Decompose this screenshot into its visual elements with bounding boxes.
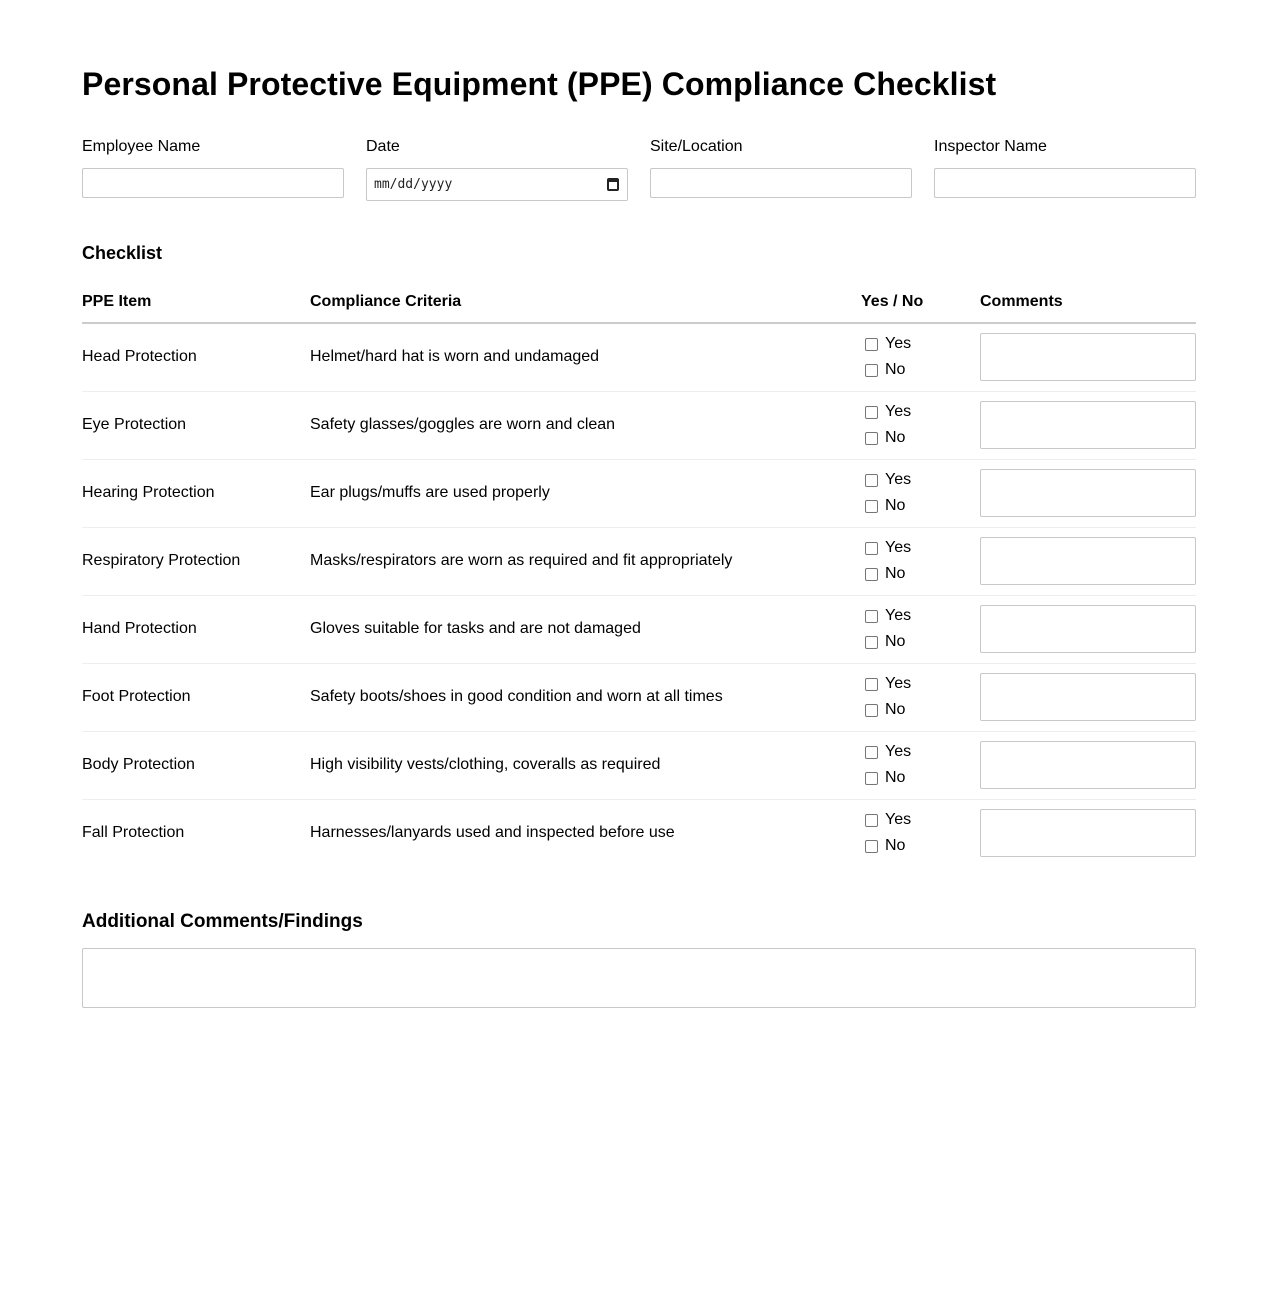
comments-cell xyxy=(980,391,1196,459)
employee-name-group xyxy=(82,137,344,201)
yes-no-cell xyxy=(861,391,980,459)
no-option[interactable] xyxy=(865,629,980,655)
comments-cell xyxy=(980,663,1196,731)
yes-checkbox[interactable] xyxy=(865,814,878,827)
ppe-item-cell: Respiratory Protection xyxy=(82,527,310,595)
checklist-heading: Checklist xyxy=(82,243,163,263)
additional-comments-heading: Additional Comments/Findings xyxy=(82,911,363,932)
yes-label: Yes xyxy=(885,675,912,692)
no-checkbox[interactable] xyxy=(865,500,878,513)
date-input[interactable] xyxy=(366,168,628,201)
no-label: No xyxy=(885,497,906,514)
no-label: No xyxy=(885,633,906,650)
column-header-ppe-item: PPE Item xyxy=(82,282,310,323)
yes-option[interactable] xyxy=(865,331,980,357)
ppe-item-cell: Fall Protection xyxy=(82,824,185,842)
comments-cell xyxy=(980,799,1196,867)
comments-cell xyxy=(980,323,1196,391)
no-checkbox[interactable] xyxy=(865,636,878,649)
no-label: No xyxy=(885,701,906,718)
no-checkbox[interactable] xyxy=(865,432,878,445)
yes-label: Yes xyxy=(885,539,912,556)
comment-textarea[interactable] xyxy=(980,673,1196,721)
ppe-item-cell: Head Protection xyxy=(82,323,310,391)
yes-no-cell xyxy=(861,595,980,663)
yes-option[interactable] xyxy=(865,671,980,697)
site-location-label: Site/Location xyxy=(650,138,743,155)
yes-checkbox[interactable] xyxy=(865,610,878,623)
yes-label: Yes xyxy=(885,471,912,488)
no-checkbox[interactable] xyxy=(865,772,878,785)
yes-no-cell xyxy=(861,663,980,731)
table-row xyxy=(82,391,1196,459)
comment-textarea[interactable] xyxy=(980,741,1196,789)
column-header-compliance-criteria: Compliance Criteria xyxy=(310,282,861,323)
yes-option[interactable] xyxy=(865,807,980,833)
yes-option[interactable] xyxy=(865,603,980,629)
no-label: No xyxy=(885,837,906,855)
page-title: Personal Protective Equipment (PPE) Compliance Checklist xyxy=(82,66,997,102)
comment-textarea[interactable] xyxy=(980,469,1196,517)
yes-checkbox[interactable] xyxy=(865,678,878,691)
yes-checkbox[interactable] xyxy=(865,338,878,351)
date-label: Date xyxy=(366,138,400,155)
no-option[interactable] xyxy=(865,357,980,383)
ppe-item-cell: Hand Protection xyxy=(82,595,310,663)
site-location-input[interactable] xyxy=(650,168,912,198)
ppe-item-cell: Hearing Protection xyxy=(82,459,310,527)
no-checkbox[interactable] xyxy=(865,364,878,377)
column-header-yes-no: Yes / No xyxy=(861,282,980,323)
table-row xyxy=(82,527,1196,595)
comment-textarea[interactable] xyxy=(980,605,1196,653)
calendar-icon[interactable] xyxy=(607,178,619,191)
ppe-item-cell: Foot Protection xyxy=(82,663,310,731)
criteria-cell: Ear plugs/muffs are used properly xyxy=(310,459,861,527)
yes-option[interactable] xyxy=(865,467,980,493)
inspector-name-label: Inspector Name xyxy=(934,138,1047,155)
yes-checkbox[interactable] xyxy=(865,746,878,759)
no-option[interactable] xyxy=(865,561,980,587)
no-option[interactable] xyxy=(865,697,980,723)
criteria-cell: Safety boots/shoes in good condition and worn at all times xyxy=(310,663,861,731)
yes-label: Yes xyxy=(885,403,912,420)
yes-option[interactable] xyxy=(865,535,980,561)
yes-option[interactable] xyxy=(865,739,980,765)
no-checkbox[interactable] xyxy=(865,840,878,853)
comments-cell xyxy=(980,731,1196,799)
criteria-cell: Masks/respirators are worn as required and fit appropriately xyxy=(310,527,861,595)
yes-no-cell xyxy=(861,459,980,527)
no-option[interactable] xyxy=(865,493,980,519)
criteria-cell: High visibility vests/clothing, coveralls as required xyxy=(310,731,861,799)
yes-no-cell xyxy=(861,731,980,799)
yes-no-cell xyxy=(861,799,980,867)
no-label: No xyxy=(885,361,906,379)
table-row xyxy=(82,731,1196,799)
table-row xyxy=(82,323,1196,391)
ppe-item-cell: Body Protection xyxy=(82,731,310,799)
employee-name-input[interactable] xyxy=(82,168,344,198)
criteria-cell: Harnesses/lanyards used and inspected before use xyxy=(310,824,675,842)
no-checkbox[interactable] xyxy=(865,568,878,581)
yes-label: Yes xyxy=(885,607,912,624)
yes-checkbox[interactable] xyxy=(865,474,878,487)
yes-option[interactable] xyxy=(865,399,980,425)
table-row xyxy=(82,663,1196,731)
table-header-row xyxy=(82,282,1196,323)
yes-label: Yes xyxy=(885,335,912,353)
no-checkbox[interactable] xyxy=(865,704,878,717)
table-row xyxy=(82,595,1196,663)
yes-checkbox[interactable] xyxy=(865,406,878,419)
yes-no-cell xyxy=(861,323,980,391)
comment-textarea[interactable] xyxy=(980,537,1196,585)
site-location-group xyxy=(650,137,912,201)
employee-name-label: Employee Name xyxy=(82,138,201,155)
criteria-cell: Safety glasses/goggles are worn and clean xyxy=(310,391,861,459)
inspector-name-group xyxy=(934,137,1196,201)
header-fields xyxy=(82,137,1196,201)
yes-label: Yes xyxy=(885,811,912,829)
comment-textarea[interactable] xyxy=(980,401,1196,449)
additional-comments-textarea[interactable] xyxy=(82,948,1196,1008)
comments-cell xyxy=(980,595,1196,663)
comments-cell xyxy=(980,527,1196,595)
inspector-name-input[interactable] xyxy=(934,168,1196,198)
comment-textarea[interactable] xyxy=(980,809,1196,857)
criteria-cell: Gloves suitable for tasks and are not damaged xyxy=(310,595,861,663)
no-option[interactable] xyxy=(865,425,980,451)
no-label: No xyxy=(885,429,906,446)
column-header-comments: Comments xyxy=(980,282,1196,323)
ppe-item-cell: Eye Protection xyxy=(82,391,310,459)
date-group xyxy=(366,137,628,201)
no-option[interactable] xyxy=(865,833,980,859)
criteria-cell: Helmet/hard hat is worn and undamaged xyxy=(310,323,861,391)
comments-cell xyxy=(980,459,1196,527)
comment-textarea[interactable] xyxy=(980,333,1196,381)
table-row xyxy=(82,459,1196,527)
date-placeholder: mm/dd/yyyy xyxy=(374,177,453,192)
no-label: No xyxy=(885,565,906,582)
yes-checkbox[interactable] xyxy=(865,542,878,555)
yes-no-cell xyxy=(861,527,980,595)
yes-label: Yes xyxy=(885,743,912,760)
no-label: No xyxy=(885,769,906,786)
checklist-table xyxy=(82,282,1196,867)
table-row xyxy=(82,799,1196,867)
no-option[interactable] xyxy=(865,765,980,791)
